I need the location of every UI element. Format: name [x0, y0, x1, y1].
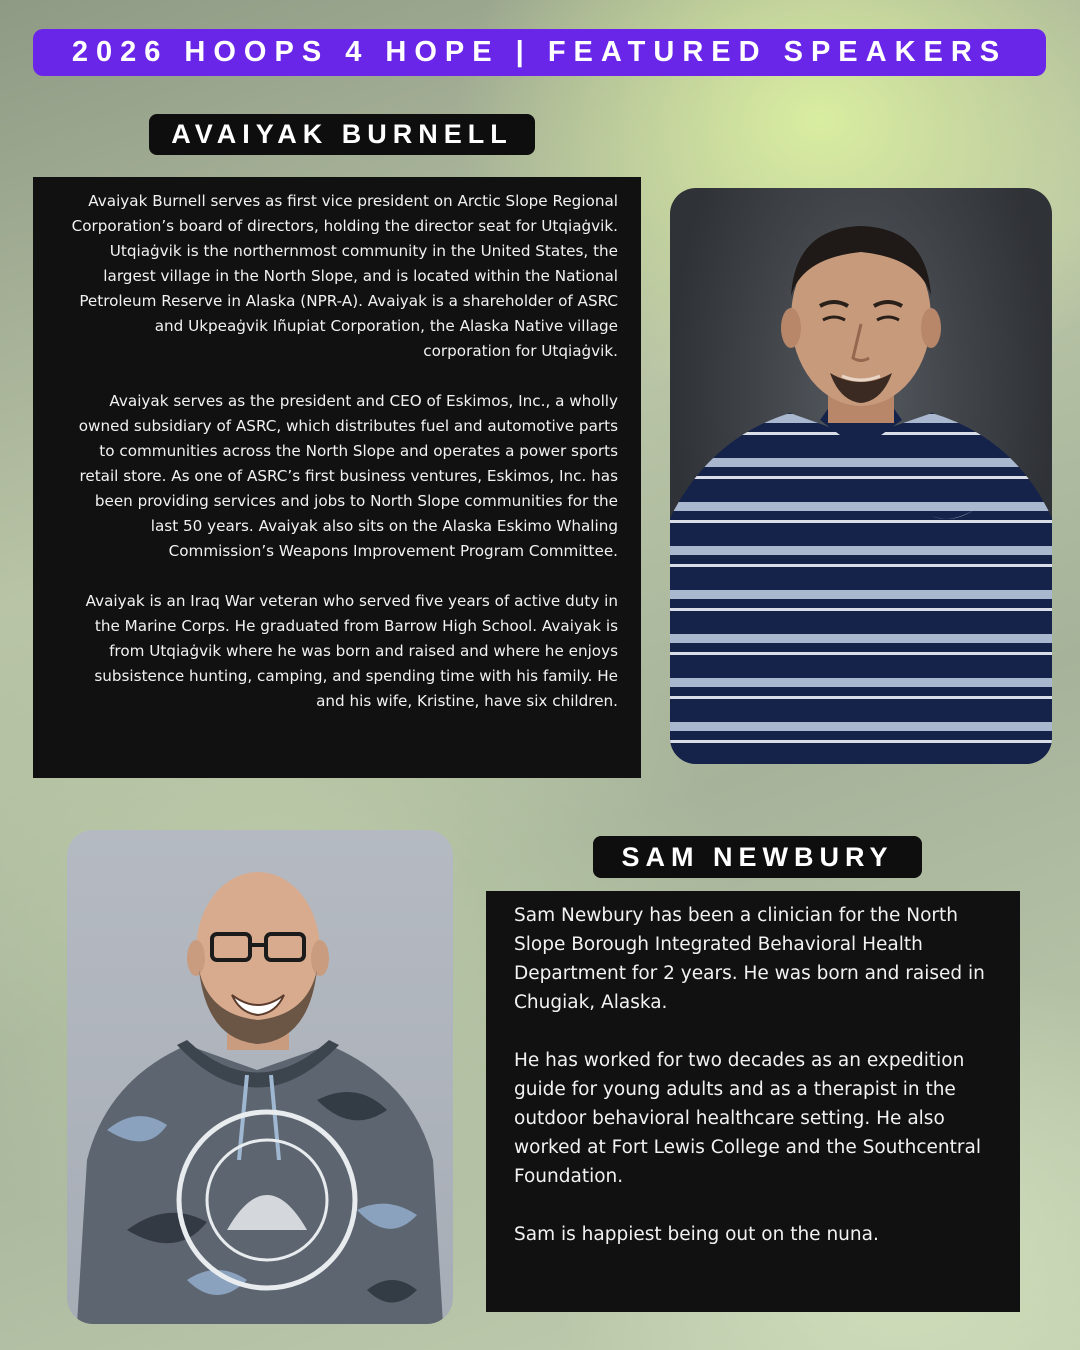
- speaker-photo: [670, 188, 1052, 764]
- speaker-name-tag: [593, 836, 922, 878]
- speaker-name-tag: [149, 114, 535, 155]
- portrait-illustration: [67, 830, 453, 1324]
- bio-paragraph: Avaiyak is an Iraq War veteran who served five years of active duty in the Marine Corps. He graduated from Barrow High School. Avaiyak is from Utqiaġvik where he was born and raised and where he enjoys subsistence hunting, camping, and spending time with his family. He and his wife, Kristine, have six children.: [85, 592, 618, 710]
- bio-paragraph: Sam Newbury has been a clinician for the North Slope Borough Integrated Behavioral Health Department for 2 years. He was born and raised in Chugiak, Alaska.: [514, 905, 985, 1013]
- speaker-bio: [33, 177, 641, 778]
- speaker-name: SAM NEWBURY: [621, 841, 894, 872]
- bio-paragraph: Avaiyak Burnell serves as first vice president on Arctic Slope Regional Corporation’s board of directors, holding the director seat for Utqiaġvik. Utqiaġvik is the northernmost community in the United States, the largest village in the North Slope, and is located within the National Petroleum Reserve in Alaska (NPR-A). Avaiyak is a shareholder of ASRC and Ukpeaġvik Iñupiat Corporation, the Alaska Native village corporation for Utqiaġvik.: [71, 192, 618, 360]
- speaker-bio: [486, 891, 1020, 1312]
- bio-paragraph: He has worked for two decades as an expedition guide for young adults and as a therapist in the outdoor behavioral healthcare setting. He also worked at Fort Lewis College and the Southcentral Foundation.: [514, 1050, 981, 1187]
- header-banner: [33, 29, 1046, 76]
- bio-paragraph: Avaiyak serves as the president and CEO of Eskimos, Inc., a wholly owned subsidiary of ASRC, which distributes fuel and automotive parts to communities across the North Slope and operates a power sports retail store. As one of ASRC’s first business ventures, Eskimos, Inc. has been providing services and jobs to North Slope communities for the last 50 years. Avaiyak also sits on the Alaska Eskimo Whaling Commission’s Weapons Improvement Program Committee.: [78, 392, 618, 560]
- portrait-illustration: [670, 188, 1052, 764]
- bio-paragraph: Sam is happiest being out on the nuna.: [514, 1224, 879, 1245]
- speaker-name: AVAIYAK BURNELL: [171, 119, 513, 149]
- speaker-photo: [67, 830, 453, 1324]
- page-title: 2026 HOOPS 4 HOPE | FEATURED SPEAKERS: [71, 36, 1008, 68]
